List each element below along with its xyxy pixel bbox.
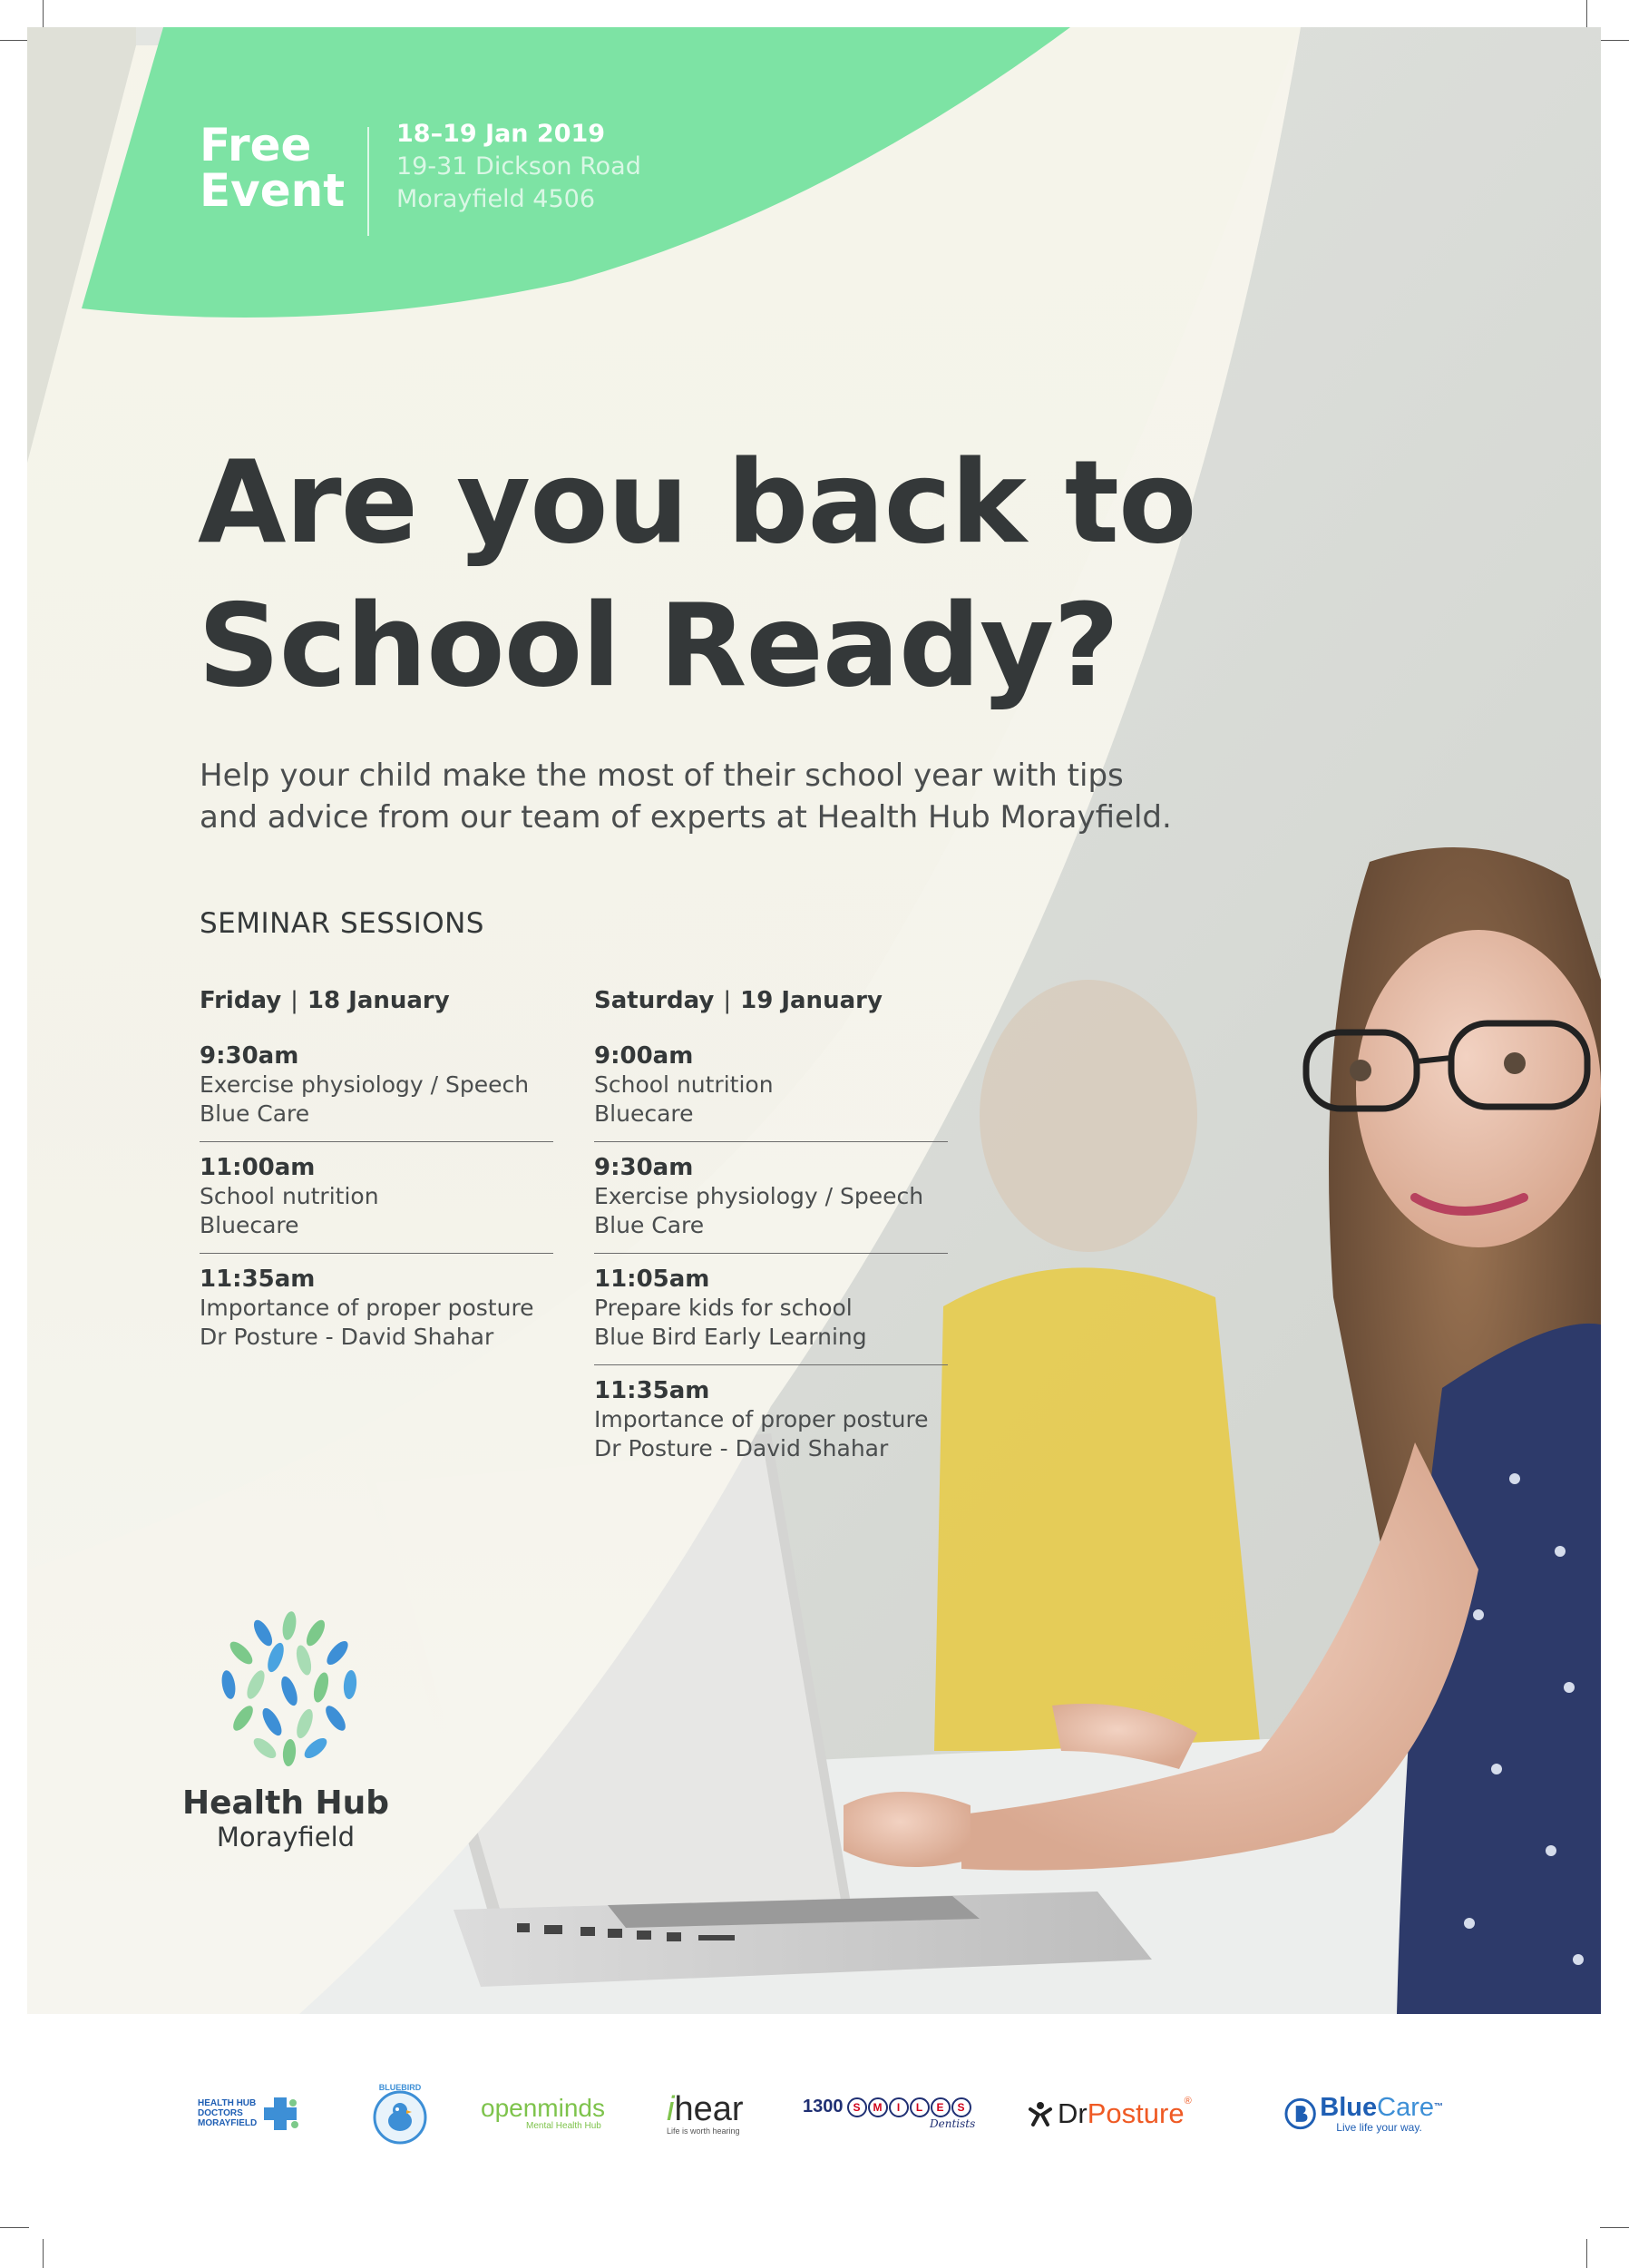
day-name: Friday (200, 987, 282, 1014)
session-presenter: Dr Posture - David Shahar (200, 1324, 494, 1350)
session-presenter: Bluecare (200, 1212, 299, 1238)
session-time: 11:00am (200, 1154, 316, 1181)
smiles-letter: S (847, 2097, 867, 2117)
session-presenter: Blue Care (594, 1212, 705, 1238)
day-heading (200, 987, 553, 1014)
headline (198, 431, 1196, 718)
bluebird-text: BLUEBIRD (378, 2082, 422, 2092)
schedule-column-friday (200, 987, 553, 1375)
crop-mark-tr-h (1600, 40, 1629, 41)
partner-logo-bluebird (367, 2079, 435, 2147)
partner-logo-ihear (667, 2079, 757, 2147)
openminds-tagline: Mental Health Hub (526, 2121, 601, 2131)
partner-logo-bluecare (1284, 2079, 1443, 2147)
partner-logo-dr-posture (1027, 2079, 1249, 2147)
crop-mark-bl-h (0, 2227, 29, 2228)
smiles-letter: E (931, 2097, 951, 2117)
session-topic: Exercise physiology / Speech (594, 1183, 924, 1209)
session-time: 9:00am (594, 1042, 694, 1070)
session-slot (200, 1153, 553, 1254)
bluebird-badge-icon (367, 2081, 433, 2146)
hhd-line2: DOCTORS (198, 2108, 243, 2118)
day-name: Saturday (594, 987, 715, 1014)
session-topic: Prepare kids for school (594, 1295, 853, 1321)
session-time: 11:35am (200, 1266, 316, 1293)
crop-mark-br-h (1600, 2227, 1629, 2228)
ihear-tagline: Life is worth hearing (667, 2126, 740, 2136)
smiles-prefix: 1300 (803, 2097, 844, 2116)
session-slot (594, 1041, 948, 1142)
bluecare-tagline: Live life your way. (1336, 2120, 1422, 2134)
crop-mark-br-v (1586, 2239, 1587, 2268)
day-date: 18 January (307, 987, 450, 1014)
session-topic: School nutrition (200, 1183, 379, 1209)
crop-mark-tl-h (0, 40, 29, 41)
session-topic: Importance of proper posture (594, 1406, 929, 1432)
free-label: Free (200, 119, 312, 171)
seminar-sessions-heading: SEMINAR SESSIONS (200, 907, 484, 940)
hhd-line3: MORAYFIELD (198, 2118, 258, 2128)
day-separator: | (290, 987, 298, 1014)
partner-logo-health-hub-doctors (198, 2079, 325, 2147)
day-separator: | (723, 987, 732, 1014)
openminds-name: openminds (481, 2094, 605, 2122)
crop-mark-bl-v (43, 2239, 44, 2268)
session-presenter: Bluecare (594, 1100, 694, 1127)
bluecare-care: Care (1377, 2092, 1434, 2122)
session-slot (594, 1265, 948, 1365)
posture-figure-icon (1027, 2100, 1054, 2127)
partner-logo-1300-smiles (803, 2079, 980, 2147)
poster (27, 27, 1601, 2014)
session-presenter: Blue Bird Early Learning (594, 1324, 867, 1350)
event-divider (367, 127, 369, 236)
session-slot (200, 1265, 553, 1364)
day-heading (594, 987, 948, 1014)
smiles-letter: S (951, 2097, 971, 2117)
health-hub-leaf-logo (209, 1608, 370, 1766)
session-time: 11:35am (594, 1377, 710, 1404)
intro-line2: and advice from our team of experts at Health Hub Morayfield. (200, 799, 1172, 836)
crop-mark-tr-v (1586, 0, 1587, 29)
event-date: 18–19 Jan 2019 (396, 120, 606, 148)
smiles-letter: I (889, 2097, 909, 2117)
smiles-letter: L (910, 2097, 930, 2117)
session-presenter: Blue Care (200, 1100, 310, 1127)
session-slot (200, 1041, 553, 1142)
event-label: Event (200, 164, 346, 217)
bluecare-b-icon (1284, 2097, 1316, 2130)
session-topic: Exercise physiology / Speech (200, 1071, 530, 1098)
free-event-badge (200, 119, 346, 217)
session-time: 11:05am (594, 1266, 710, 1293)
medical-cross-icon (260, 2094, 300, 2134)
ihear-i: i (667, 2089, 675, 2128)
headline-line1: Are you back to (198, 435, 1196, 569)
partner-logo-openminds (481, 2079, 617, 2147)
hhd-line1: HEALTH HUB (198, 2098, 257, 2108)
session-time: 9:30am (200, 1042, 299, 1070)
crop-mark-tl-v (43, 0, 44, 29)
health-hub-location: Morayfield (216, 1822, 356, 1853)
drposture-dr: Dr (1058, 2097, 1088, 2129)
ihear-name: hear (674, 2089, 744, 2128)
drposture-mark: ® (1184, 2096, 1192, 2107)
session-topic: School nutrition (594, 1071, 774, 1098)
smiles-letter: M (868, 2097, 888, 2117)
event-address-line1: 19-31 Dickson Road (396, 152, 641, 181)
smiles-sub: Dentists (930, 2117, 976, 2130)
schedule-column-saturday (594, 987, 948, 1487)
session-slot (594, 1153, 948, 1254)
intro-line1: Help your child make the most of their school year with tips (200, 758, 1124, 794)
event-info (396, 118, 641, 216)
event-address-line2: Morayfield 4506 (396, 185, 595, 213)
headline-line2: School Ready? (198, 579, 1119, 712)
day-date: 19 January (740, 987, 883, 1014)
session-presenter: Dr Posture - David Shahar (594, 1435, 889, 1461)
bluecare-blue: Blue (1320, 2092, 1378, 2122)
drposture-name: Posture (1087, 2097, 1185, 2129)
intro-paragraph (200, 755, 1172, 838)
bluecare-tm: ™ (1434, 2101, 1443, 2112)
session-time: 9:30am (594, 1154, 694, 1181)
health-hub-name: Health Hub (181, 1784, 390, 1822)
session-topic: Importance of proper posture (200, 1295, 534, 1321)
session-slot (594, 1376, 948, 1476)
